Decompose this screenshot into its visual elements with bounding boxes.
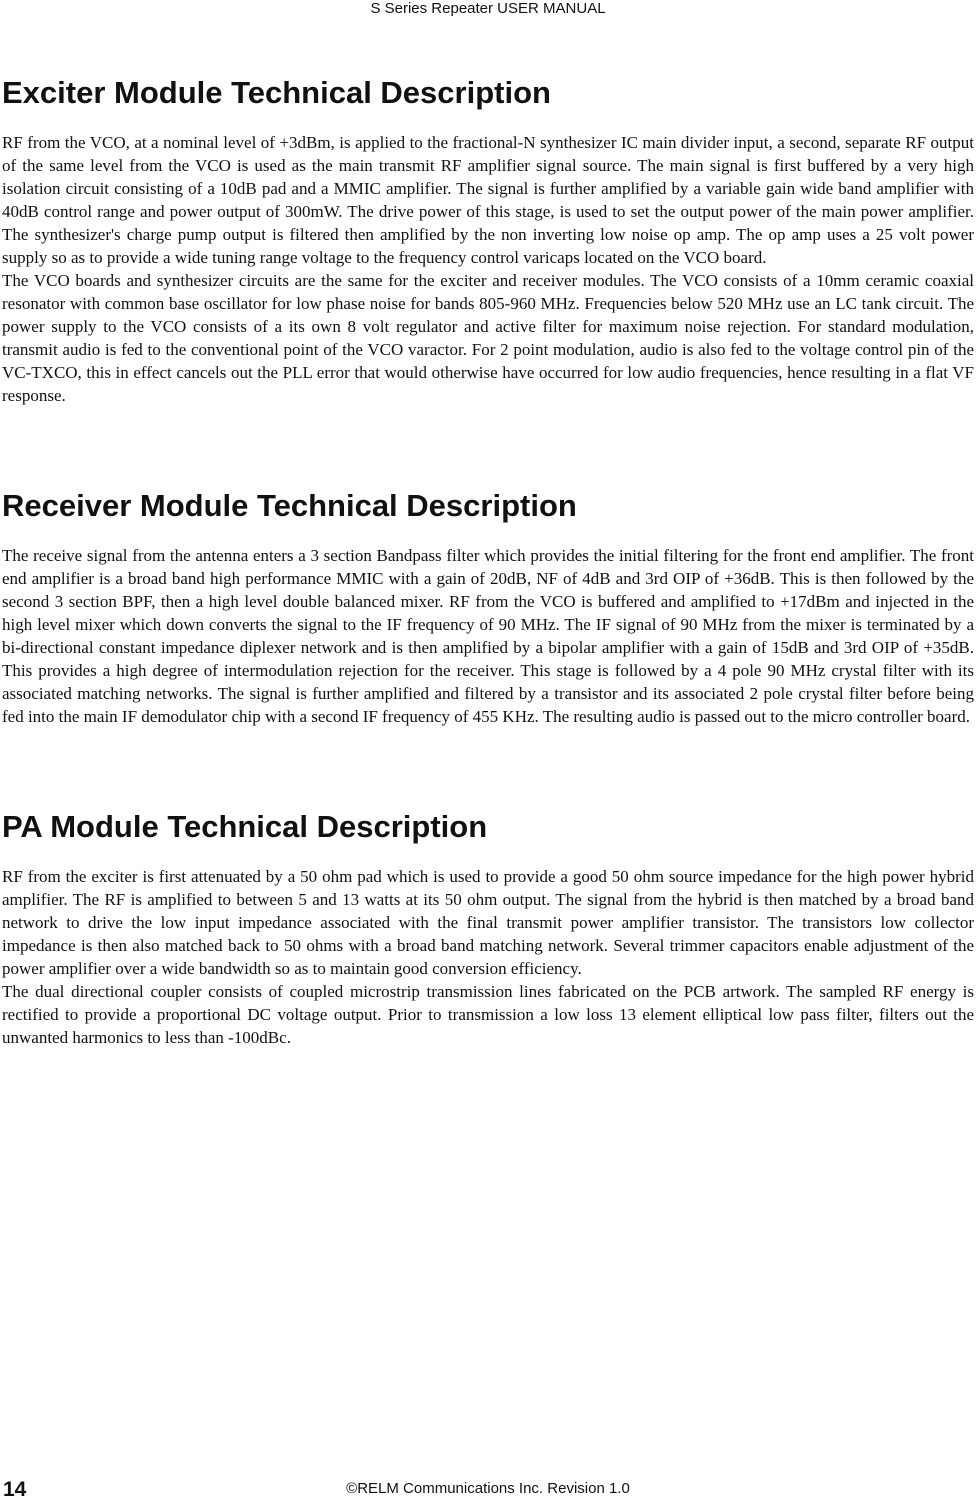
- footer-copyright: ©RELM Communications Inc. Revision 1.0: [346, 1480, 630, 1497]
- document-body: [2, 60, 974, 1049]
- receiver-paragraph-1: The receive signal from the antenna enters a 3 section Bandpass filter which provides the initial filtering for the front end amplifier. The front end amplifier is a broad band high performance MMIC with a gain of 20dB, NF of 4dB and 3rd OIP of +36dB. This is then followed by the second 3 section BPF, then a high level double balanced mixer. RF from the VCO is buffered and amplified to +17dBm and injected in the high level mixer which down converts the signal to the IF frequency of 90 MHz. The IF signal of 90 MHz from the mixer is terminated by a bi-directional constant impedance diplexer network and is then amplified by a bipolar amplifier with a gain of 15dB and 3rd OIP of +35dB. This provides a high degree of intermodulation rejection for the receiver. This stage is followed by a 4 pole 90 MHz crystal filter with its associated matching networks. The signal is further amplified and filtered by a transistor and its associated 2 pole crystal filter before being fed into the main IF demodulator chip with a second IF frequency of 455 KHz. The resulting audio is passed out to the micro controller board.: [2, 546, 974, 726]
- pa-paragraph-1: RF from the exciter is first attenuated by a 50 ohm pad which is used to provide a good 50 ohm source impedance for the high power hybrid amplifier. The RF is amplified to between 5 and 13 watts at its 50 ohm output. The signal from the hybrid is then matched by a broad band network to drive the low input impedance associated with the final transmit power amplifier transistor. The transistors low collector impedance is then also matched back to 50 ohms with a broad band matching network. Several trimmer capacitors enable adjustment of the power amplifier over a wide bandwidth so as to maintain good conversion efficiency.: [2, 867, 974, 978]
- running-header: S Series Repeater USER MANUAL: [370, 0, 606, 17]
- receiver-section: [2, 487, 974, 728]
- section-title-receiver: Receiver Module Technical Description: [2, 488, 577, 523]
- pa-section: [2, 808, 974, 1049]
- exciter-paragraph-2: The VCO boards and synthesizer circuits are the same for the exciter and receiver modules. The VCO consists of a 10mm ceramic coaxial resonator with common base oscillator for low phase noise for bands 805-960 MHz. Frequencies below 520 MHz use an LC tank circuit. The power supply to the VCO consists of a its own 8 volt regulator and active filter for maximum noise rejection. For standard modulation, transmit audio is fed to the conventional point of the VCO varactor. For 2 point modulation, audio is also fed to the voltage control pin of the VC-TXCO, this in effect cancels out the PLL error that would otherwise have occurred for low audio frequencies, hence resulting in a flat VF response.: [2, 271, 974, 405]
- section-title-exciter: Exciter Module Technical Description: [2, 75, 551, 110]
- section-title-pa: PA Module Technical Description: [2, 809, 488, 844]
- exciter-section: [2, 74, 974, 407]
- pa-paragraph-2: The dual directional coupler consists of coupled microstrip transmission lines fabricated on the PCB artwork. The sampled RF energy is rectified to provide a proportional DC voltage output. Prior to transmission a low loss 13 element elliptical low pass filter, filters out the unwanted harmonics to less than -100dBc.: [2, 982, 974, 1047]
- exciter-paragraph-1: RF from the VCO, at a nominal level of +3dBm, is applied to the fractional-N synthesizer IC main divider input, a second, separate RF output of the same level from the VCO is used as the main transmit RF amplifier signal source. The main signal is first buffered by a very high isolation circuit consisting of a 10dB pad and a MMIC amplifier. The signal is further amplified by a variable gain wide band amplifier with 40dB control range and power output of 300mW. The drive power of this stage, is used to set the output power of the main power amplifier. The synthesizer's charge pump output is filtered then amplified by the non inverting low noise op amp. The op amp uses a 25 volt power supply so as to provide a wide tuning range voltage to the frequency control varicaps located on the VCO board.: [2, 133, 974, 267]
- page-number: 14: [3, 1478, 27, 1501]
